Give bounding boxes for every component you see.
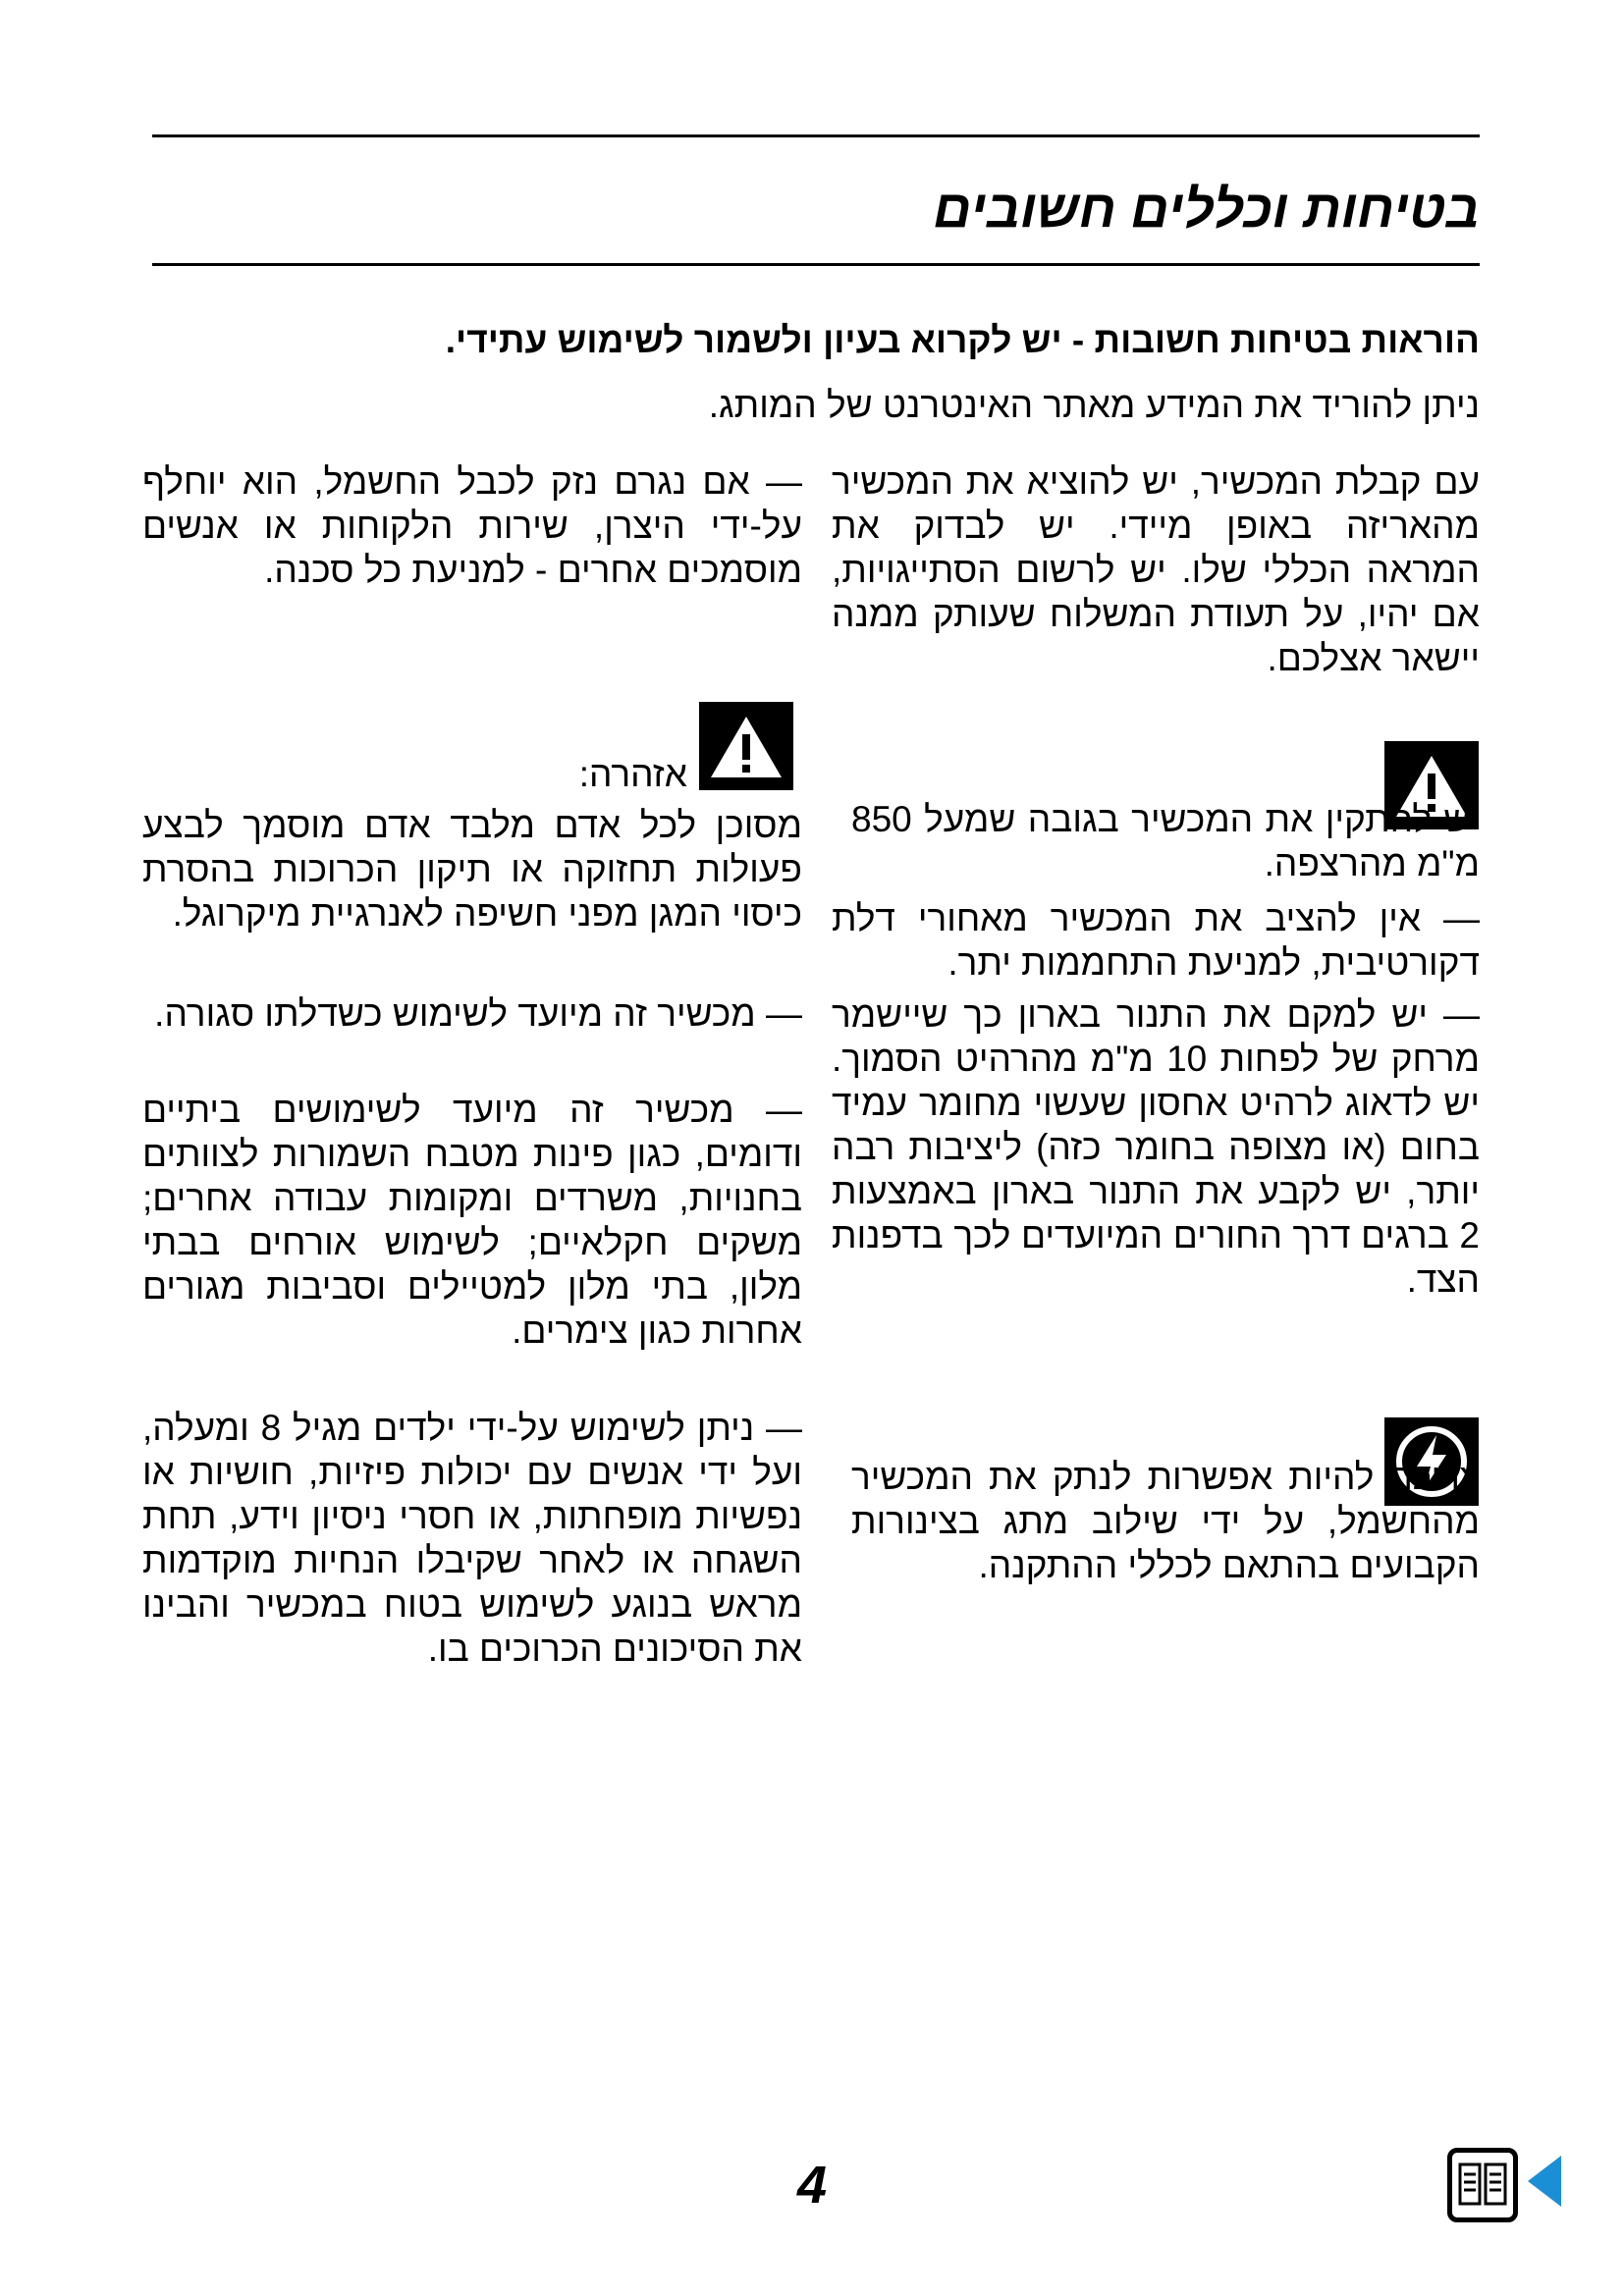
warning-label: אזהרה: <box>578 754 687 794</box>
right-paragraph-2: יש להתקין את המכשיר בגובה שמעל 850 מ"מ מהרצפה. <box>851 799 1480 883</box>
left-paragraph-4: — מכשיר זה מיועד לשימושים ביתיים ודומים, כגון פינות מטבח השמורות לצוותים בחנויות, משרדים ומקומות עבודה אחרים; משקים חקלאיים; לשימוש אורחים בבתי מלון, בתי מלון למטיילים וסביבות מגורים אחרות כגון צימרים. <box>142 1090 802 1351</box>
left-paragraph-1: — אם נגרם נזק לכבל החשמל, הוא יוחלף על-ידי היצרן, שירות הלקוחות או אנשים מוסמכים אחרים - למניעת כל סכנה. <box>142 461 802 590</box>
intro-note: ניתן להוריד את המידע מאתר האינטרנט של המותג. <box>708 385 1480 425</box>
right-paragraph-1: עם קבלת המכשיר, יש להוציא את המכשיר מהאריזה באופן מיידי. יש לבדוק את המראה הכללי שלו. יש לרשום הסתייגויות, אם יהיו, על תעודת המשלוח שעותק ממנה יישאר אצלכם. <box>832 461 1480 678</box>
left-paragraph-2: מסוכן לכל אדם מלבד אדם מוסמך לבצע פעולות תחזוקה או תיקון הכרוכות בהסרת כיסוי המגן מפני חשיפה לאנרגיית מיקרוגל. <box>142 805 802 934</box>
title-underline <box>152 263 1480 266</box>
right-paragraph-5: צריכה להיות אפשרות לנתק את המכשיר מהחשמל, על ידי שילוב מתג בצינורות הקבועים בהתאם לכללי ההתקנה. <box>851 1457 1480 1585</box>
right-paragraph-3: — אין להציב את המכשיר מאחורי דלת דקורטיבית, למניעת התחממות יתר. <box>832 898 1480 983</box>
right-paragraph-4: — יש למקם את התנור בארון כך שיישמר מרחק של לפחות 10 מ"מ מהרהיט הסמוך. יש לדאוג לרהיט אחסון שעשוי מחומר עמיד בחום (או מצופה בחומר כזה) ליציבות רבה יותר, יש לקבע את התנור בארון באמצעות 2 ברגים דרך החורים המיועדים לכך בדפנות הצד. <box>832 994 1480 1300</box>
previous-arrow-icon[interactable] <box>1528 2156 1561 2207</box>
page-number: 4 <box>797 2156 828 2215</box>
left-paragraph-3: — מכשיר זה מיועד לשימוש כשדלתו סגורה. <box>154 993 802 1034</box>
manual-book-icon[interactable] <box>1447 2148 1518 2222</box>
warning-triangle-icon <box>699 702 793 790</box>
intro-heading: הוראות בטיחות חשובות - יש לקרוא בעיון ולשמור לשימוש עתידי. <box>445 320 1480 360</box>
page-title: בטיחות וכללים חשובים <box>933 180 1480 239</box>
left-paragraph-5: — ניתן לשימוש על-ידי ילדים מגיל 8 ומעלה, ועל ידי אנשים עם יכולות פיזיות, חושיות או נפשיות מופחתות, או חסרי ניסיון וידע, תחת השגחה או לאחר שקיבלו הנחיות מוקדמות מראש בנוגע לשימוש בטוח במכשיר והבינו את הסיכונים הכרוכים בו. <box>142 1408 802 1669</box>
top-rule <box>152 134 1480 137</box>
